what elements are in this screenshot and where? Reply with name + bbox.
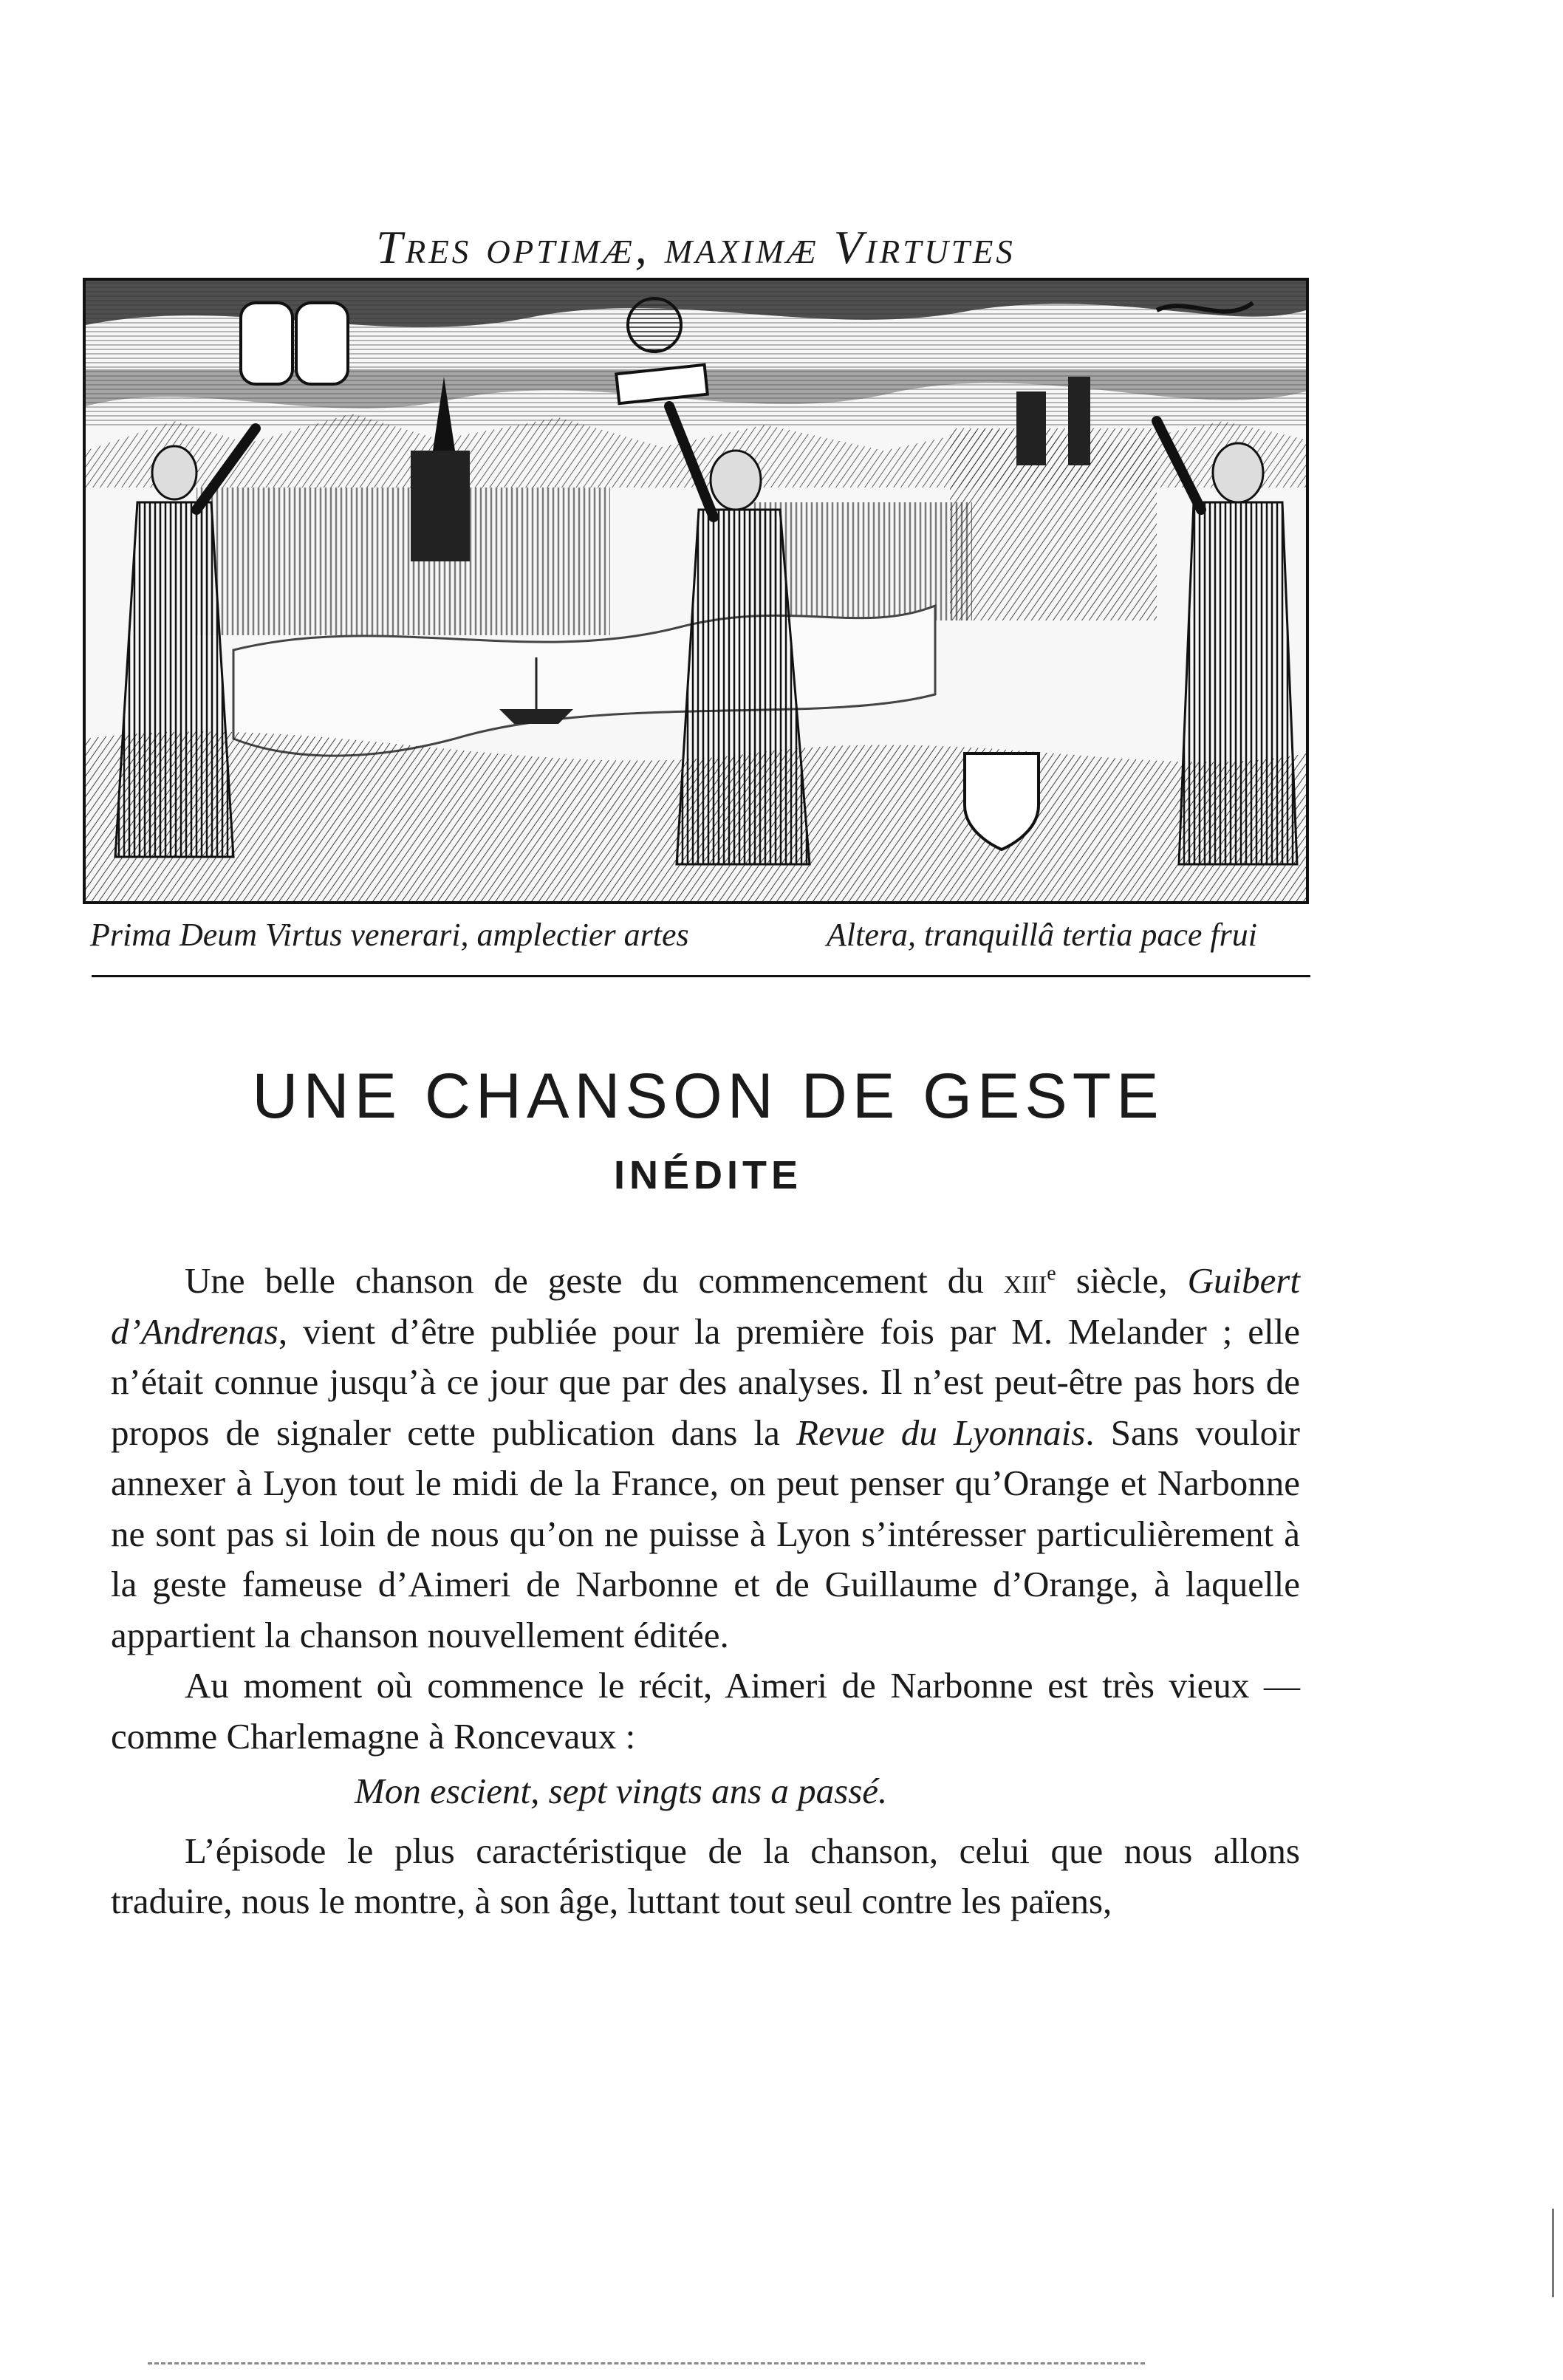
caption-right: Altera, tranquillâ tertia pace frui — [827, 917, 1257, 953]
engraving-drawing — [86, 281, 1306, 901]
paragraph-3: L’épisode le plus caractéristique de la chanson, celui que nous allons traduire, nous le montre, à son âge, luttant tout seul contre les païens, — [111, 1830, 1300, 1921]
town-left — [196, 488, 610, 635]
caption-rule — [92, 975, 1310, 977]
engraving-illustration — [83, 278, 1309, 904]
paragraph-2: Au moment où commence le récit, Aimeri de Narbonne est très vieux — comme Charlemagne à Roncevaux : — [111, 1665, 1300, 1757]
century-numeral: xiii — [1003, 1260, 1047, 1301]
engraving-block — [83, 222, 1309, 956]
engraving-caption — [83, 914, 1309, 956]
armillary-globe — [628, 298, 681, 352]
margin-mark — [1552, 2209, 1554, 2297]
century-superscript: e — [1047, 1262, 1056, 1285]
castle-hill — [950, 428, 1157, 620]
article-body — [111, 1256, 1300, 1927]
caption-left: Prima Deum Virtus venerari, amplectier artes — [90, 917, 689, 953]
bottom-scan-marks — [148, 2362, 1145, 2364]
engraving-motto: Tres optimæ, maximæ Virtutes — [376, 221, 1016, 273]
article-title: UNE CHANSON DE GESTE — [252, 1061, 1164, 1132]
verse-quotation: Mon escient, sept vingts ans a passé. — [355, 1771, 888, 1811]
p1-text-2: siècle, — [1056, 1260, 1188, 1301]
paragraph-1 — [111, 1256, 1300, 1661]
article-subtitle: INÉDITE — [613, 1153, 803, 1197]
p1-text-1: Une belle chanson de geste du commencement du — [185, 1260, 1004, 1301]
journal-title: Revue du Lyonnais — [796, 1412, 1086, 1453]
p1-text-4: . Sans vouloir annexer à Lyon tout le midi de la France, on peut penser qu’Orange et Narbonne ne sont pas si loin de nous qu’on ne puisse à Lyon s’intéresser particulièrement à la geste fameuse d’Aimeri de Narbonne et de Guillaume d’Orange, à laquelle appartient la chanson nouvellement éditée. — [111, 1412, 1300, 1655]
p1-text-3: , vient d’être publiée pour la première fois par M. Melander ; elle n’était connue jusqu’à ce jour que par des analyses. Il n’est peut-être pas hors de propos de signaler cette publication dans la — [111, 1310, 1300, 1453]
work-title: Guibert d’Andrenas — [111, 1260, 1300, 1352]
